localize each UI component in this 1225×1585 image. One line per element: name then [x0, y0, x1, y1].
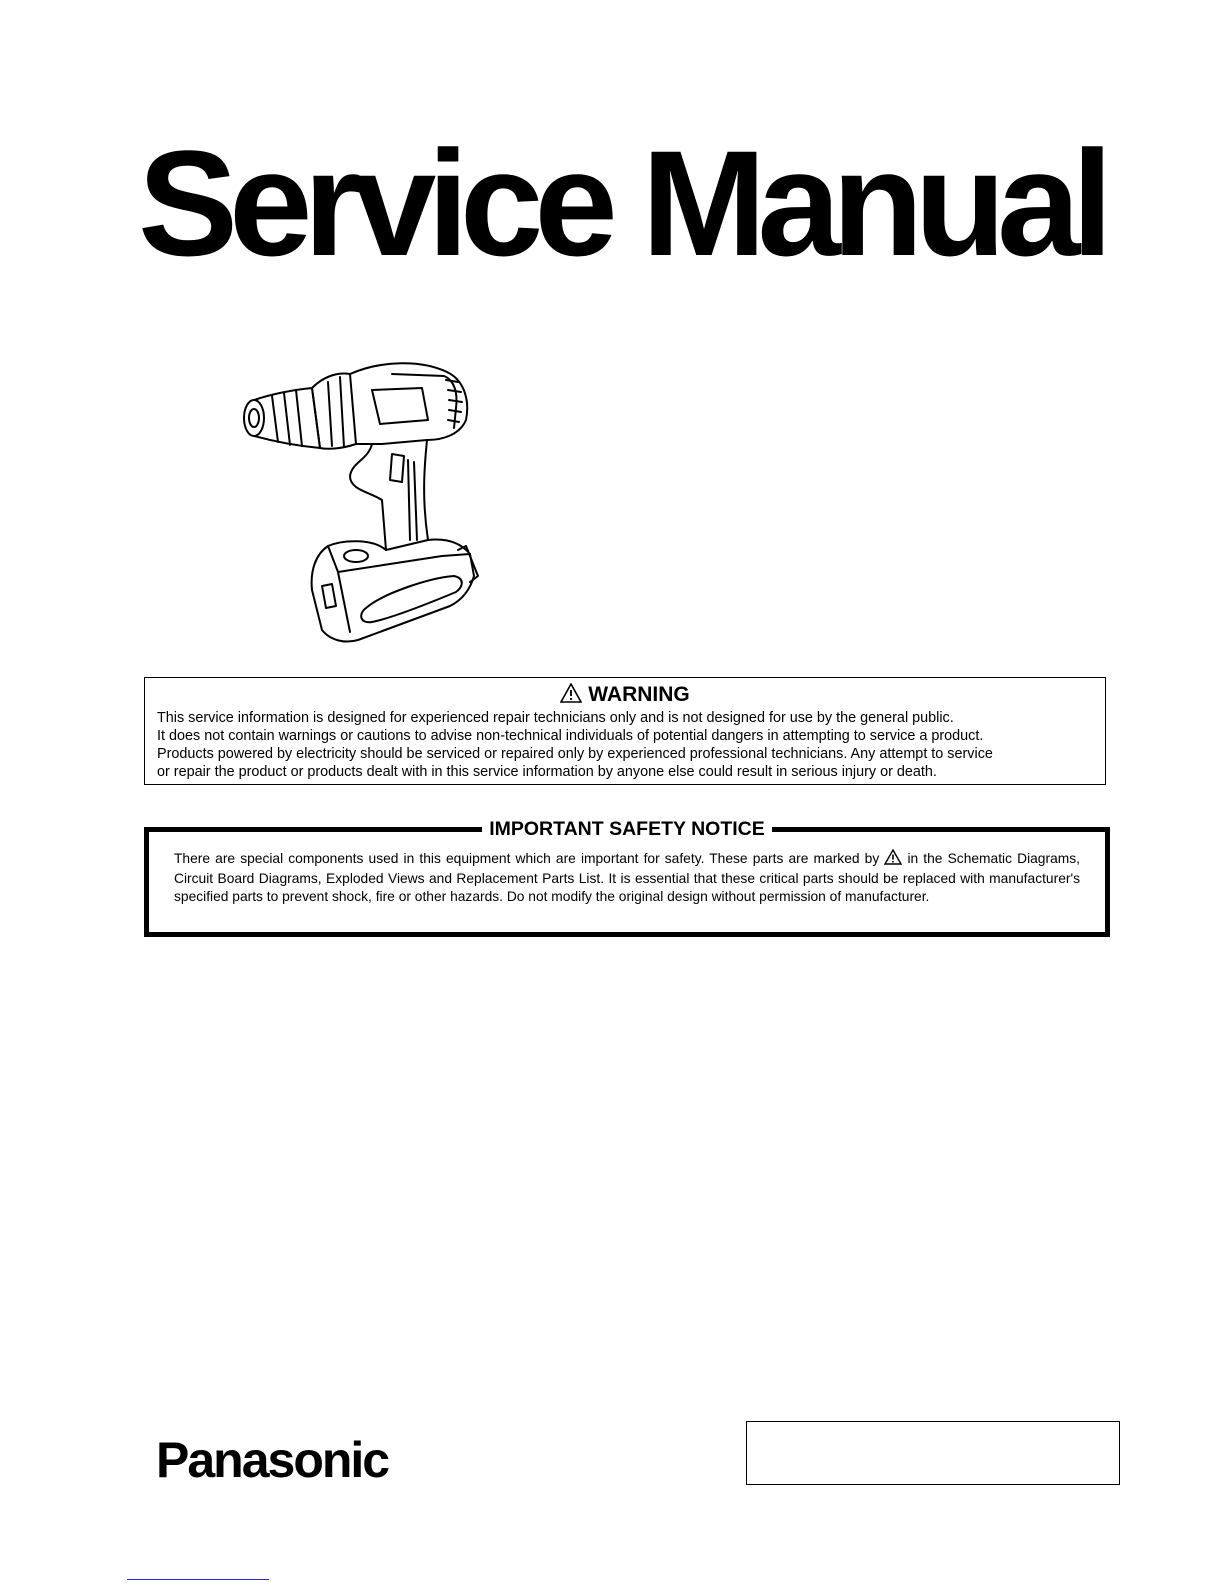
model-number-box [746, 1421, 1120, 1485]
notice-text-part1: There are special components used in this equipment which are important for safety. These parts are marked by [174, 851, 880, 866]
drill-illustration [232, 350, 492, 650]
warning-line: or repair the product or products dealt with in this service information by anyone else could result in serious injury or death. [157, 764, 937, 780]
safety-notice-box [144, 818, 1110, 937]
warning-body [157, 709, 1095, 781]
warning-box [144, 677, 1106, 785]
warning-heading [145, 683, 1105, 709]
warning-triangle-icon [884, 849, 902, 870]
cordless-drill-icon [232, 350, 492, 650]
warning-heading-text: WARNING [588, 683, 690, 706]
brand-logo: Panasonic [156, 1432, 389, 1488]
safety-notice-heading-text: IMPORTANT SAFETY NOTICE [482, 818, 772, 840]
warning-triangle-icon [560, 683, 582, 709]
safety-notice-heading [149, 817, 1105, 841]
warning-line: Products powered by electricity should be serviced or repaired only by experienced professional technicians. Any attempt to service [157, 746, 993, 762]
safety-notice-body [174, 849, 1080, 906]
warning-line: It does not contain warnings or cautions to advise non-technical individuals of potential dangers in attempting to service a product. [157, 728, 984, 744]
footer-link-underline[interactable] [127, 1579, 269, 1580]
warning-line: This service information is designed for experienced repair technicians only and is not designed for use by the general public. [157, 710, 954, 726]
notice-text-part2: in the Schematic Diagrams, Circuit Board Diagrams, Exploded Views and Replacement Parts List. It is essential that these critical parts should be replaced with manufacturer's specified parts to prevent shock, fire or other hazards. Do not modify the original design without permission of manufacturer. [174, 851, 1080, 904]
page-title: Service Manual [138, 119, 1105, 287]
